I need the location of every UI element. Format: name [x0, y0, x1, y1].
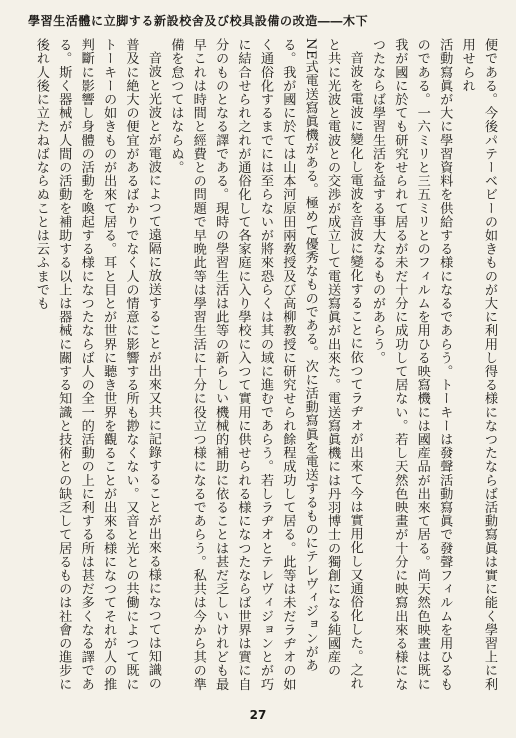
- running-head: 學習生活體に立脚する新設校舍及び校具設備の改造――木下: [28, 14, 369, 28]
- paragraph: 活動寫眞が大に學習資料を供給する様になるであらう。トーキーは發聲活動寫眞で發聲フィルムを用ひるものである。一六ミリと三五ミリとのフィルムを用ひる映寫機には國産品が出來て居る。尚天然色映畫は既に我が國に於ても研究せられて居るが未だ十分に成功して居ない。若し天然色映畫が十分に映寫出來る様になつたならば學習生活を益する事大なるものがあらう。: [369, 38, 453, 691]
- body-text: [22, 38, 500, 698]
- paragraph: 便である。今後パテーベビーの如きものが大に利用し得る様になつたならば活動寫眞は實に能く學習上に利用せられ: [459, 38, 497, 691]
- paragraph: 音波と光波とが電波によつて遠隔に放送することが出來又共に記錄することが出來る様になつては知識の普及に絶大の便宜があるばかりでなく人の情意に影響する所も尠なくない。又音と光との共働によつて既にトーキーの如きものが出來て居る。耳と目とが世界に聽き世界を觀ることが出來る様になつてそれが人の推判斷に影響し身體の活動を喚起する様になつたならば人の全一的活動の上に利する所は甚だ多くなる譯である。斯く器械が人間の活動を補助する以上は器械に關する知識と技術との缺乏して居るものは社會の進步に後れ人後に立たねばならぬことは云ふまでも: [33, 38, 161, 691]
- page-number: 27: [249, 708, 267, 722]
- paragraph: 音波を電波に變化し電波を音波に變化することに依つてラヂオが出來て今は實用化し又通俗化した。之れと共に光波と電波との交渉が成立して電送寫眞が出來た。電送寫眞機には丹羽博士の獨創になる純國産のNE式電送寫眞機がある。極めて優秀なものである。次に活動寫眞を電送するものにテレヴィジョンがある。我が國に於ては山本河原田兩敎授及び高柳教授に研究せられ餘程成功して居る。此等は未だラヂオの如く通俗化するまでには至らないが將來恐らくは其の域に進むであらう。若しラヂオとテレヴィジョンとが巧に結合せられ之れが通俗化して各家庭に入り學校に入つて實用に供せられる様になつたならば世界は實に自分のものとなる譯である。現時の學習生活は此等の新らしい機械的補助に依ることは甚だ乏しいけれども最早これは時間と經費との問題で早晩此等は學習生活に十分に役立つ様になるであらう。私共は今から其の準備を怠つてはならぬ。: [168, 38, 363, 691]
